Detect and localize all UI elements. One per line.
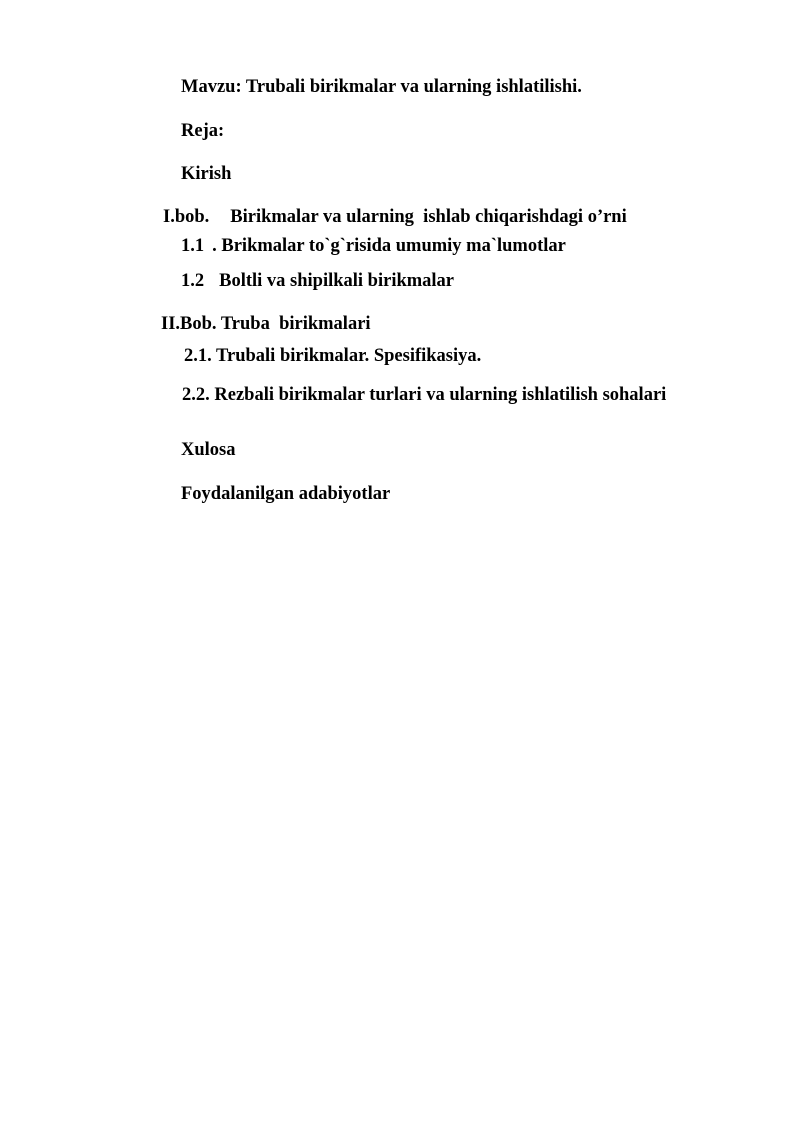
chapter2-heading: II.Bob. Truba birikmalari — [161, 314, 371, 334]
chapter1-title: Birikmalar va ularning ishlab chiqarishdagi o’rni — [230, 207, 627, 227]
intro-item: Kirish — [181, 164, 232, 184]
references-item: Foydalanilgan adabiyotlar — [181, 484, 391, 504]
topic-title: Mavzu: Trubali birikmalar va ularning ishlatilishi. — [181, 77, 582, 97]
chapter1-heading — [163, 206, 627, 228]
chapter1-number: I.bob. — [163, 207, 210, 227]
section-1-1-title: . Brikmalar to`g`risida umumiy ma`lumotlar — [212, 236, 566, 256]
plan-heading: Reja: — [181, 121, 225, 141]
section-2-2: 2.2. Rezbali birikmalar turlari va ularning ishlatilish sohalari — [182, 385, 667, 405]
section-2-1: 2.1. Trubali birikmalar. Spesifikasiya. — [184, 346, 482, 366]
section-1-2 — [181, 270, 454, 292]
section-1-1 — [181, 235, 566, 257]
conclusion-item: Xulosa — [181, 440, 236, 460]
section-1-2-number: 1.2 — [181, 271, 205, 291]
section-1-1-number: 1.1 — [181, 236, 205, 256]
section-1-2-title: Boltli va shipilkali birikmalar — [219, 271, 455, 291]
